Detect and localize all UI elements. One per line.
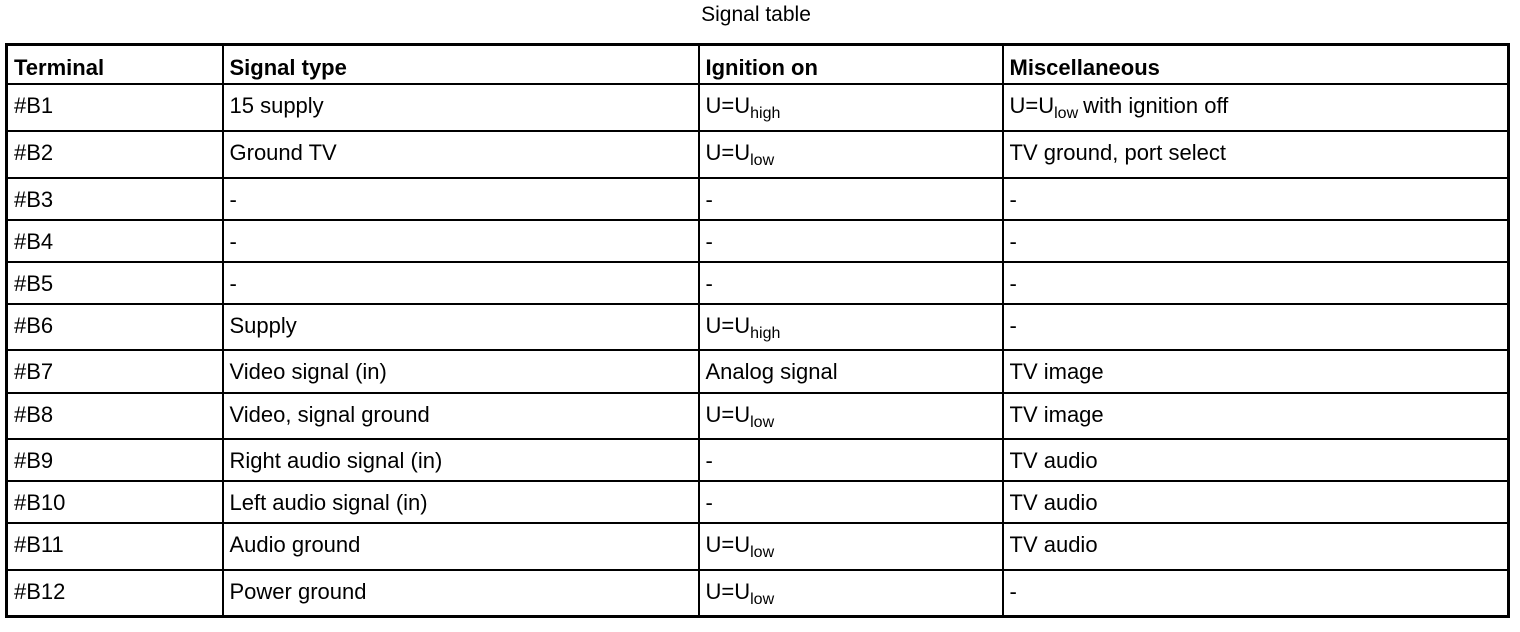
cell-text: TV audio <box>1009 489 1098 515</box>
table-row <box>7 84 1509 131</box>
cell-formula-subscript: low <box>750 413 775 431</box>
signal-type-cell: - <box>223 262 699 304</box>
terminal-cell: #B3 <box>7 178 223 220</box>
miscellaneous-cell <box>1003 570 1509 617</box>
cell-formula-base: U=U <box>705 139 751 165</box>
table-caption: Signal table <box>701 3 811 26</box>
ignition-on-cell <box>699 131 1003 178</box>
terminal-cell: #B11 <box>7 523 223 570</box>
miscellaneous-cell <box>1003 481 1509 523</box>
cell-text: TV image <box>1009 358 1104 384</box>
table-row <box>7 131 1509 178</box>
cell-text: - <box>705 447 713 473</box>
ignition-on-cell <box>699 84 1003 131</box>
signal-type-cell: Power ground <box>223 570 699 617</box>
cell-text: TV audio <box>1009 447 1098 473</box>
terminal-cell: #B2 <box>7 131 223 178</box>
cell-formula-base: U=U <box>705 312 751 338</box>
terminal-cell: #B7 <box>7 350 223 393</box>
cell-text: TV ground, port select <box>1009 139 1226 165</box>
cell-formula-subscript: high <box>750 104 781 122</box>
cell-formula-base: U=U <box>1009 92 1055 118</box>
terminal-cell: #B12 <box>7 570 223 617</box>
cell-formula-base: U=U <box>705 578 751 604</box>
cell-formula-base: U=U <box>705 401 751 427</box>
signal-type-cell: Supply <box>223 304 699 350</box>
miscellaneous-cell <box>1003 178 1509 220</box>
ignition-on-cell <box>699 304 1003 350</box>
table-row <box>7 178 1509 220</box>
cell-formula-subscript: low <box>750 590 775 608</box>
cell-text: - <box>1009 312 1017 338</box>
cell-text: - <box>1009 186 1017 212</box>
ignition-on-cell <box>699 523 1003 570</box>
column-header-signal-type: Signal type <box>223 45 699 84</box>
table-row <box>7 523 1509 570</box>
table-row <box>7 262 1509 304</box>
miscellaneous-cell <box>1003 439 1509 481</box>
cell-formula-base: U=U <box>705 92 751 118</box>
table-row <box>7 570 1509 617</box>
terminal-cell: #B1 <box>7 84 223 131</box>
cell-text: TV image <box>1009 401 1104 427</box>
terminal-cell: #B9 <box>7 439 223 481</box>
column-header-miscellaneous: Miscellaneous <box>1003 45 1509 84</box>
miscellaneous-cell <box>1003 131 1509 178</box>
column-header-ignition-on: Ignition on <box>699 45 1003 84</box>
ignition-on-cell <box>699 350 1003 393</box>
table-body <box>7 84 1509 617</box>
column-header-terminal: Terminal <box>7 45 223 84</box>
cell-text: Analog signal <box>705 358 838 384</box>
signal-type-cell: Video signal (in) <box>223 350 699 393</box>
cell-text: - <box>1009 228 1017 254</box>
signal-type-cell: Audio ground <box>223 523 699 570</box>
cell-text: - <box>705 489 713 515</box>
table-row <box>7 393 1509 439</box>
cell-formula-rest: with ignition off <box>1083 92 1229 118</box>
table-row <box>7 481 1509 523</box>
ignition-on-cell <box>699 262 1003 304</box>
ignition-on-cell <box>699 439 1003 481</box>
cell-formula-subscript: high <box>750 324 781 342</box>
table-row <box>7 439 1509 481</box>
ignition-on-cell <box>699 393 1003 439</box>
cell-text: - <box>1009 270 1017 296</box>
cell-text: - <box>1009 578 1017 604</box>
terminal-cell: #B8 <box>7 393 223 439</box>
table-row <box>7 304 1509 350</box>
cell-formula-subscript: low <box>750 543 775 561</box>
terminal-cell: #B4 <box>7 220 223 262</box>
signal-type-cell: Left audio signal (in) <box>223 481 699 523</box>
table-row <box>7 220 1509 262</box>
miscellaneous-cell <box>1003 393 1509 439</box>
ignition-on-cell <box>699 570 1003 617</box>
signal-type-cell: Ground TV <box>223 131 699 178</box>
signal-type-cell: - <box>223 220 699 262</box>
signal-type-cell: Right audio signal (in) <box>223 439 699 481</box>
ignition-on-cell <box>699 220 1003 262</box>
miscellaneous-cell <box>1003 220 1509 262</box>
cell-text: - <box>705 228 713 254</box>
signal-type-cell: 15 supply <box>223 84 699 131</box>
cell-formula-subscript: low <box>750 151 775 169</box>
signal-type-cell: - <box>223 178 699 220</box>
cell-formula-base: U=U <box>705 531 751 557</box>
miscellaneous-cell <box>1003 84 1509 131</box>
cell-formula-subscript: low <box>1054 104 1079 122</box>
miscellaneous-cell <box>1003 304 1509 350</box>
terminal-cell: #B10 <box>7 481 223 523</box>
cell-text: - <box>705 270 713 296</box>
terminal-cell: #B5 <box>7 262 223 304</box>
cell-text: - <box>705 186 713 212</box>
terminal-cell: #B6 <box>7 304 223 350</box>
signal-table <box>5 43 1510 618</box>
table-row <box>7 350 1509 393</box>
cell-text: TV audio <box>1009 531 1098 557</box>
header-row <box>7 45 1509 84</box>
signal-type-cell: Video, signal ground <box>223 393 699 439</box>
miscellaneous-cell <box>1003 350 1509 393</box>
ignition-on-cell <box>699 481 1003 523</box>
miscellaneous-cell <box>1003 523 1509 570</box>
miscellaneous-cell <box>1003 262 1509 304</box>
ignition-on-cell <box>699 178 1003 220</box>
